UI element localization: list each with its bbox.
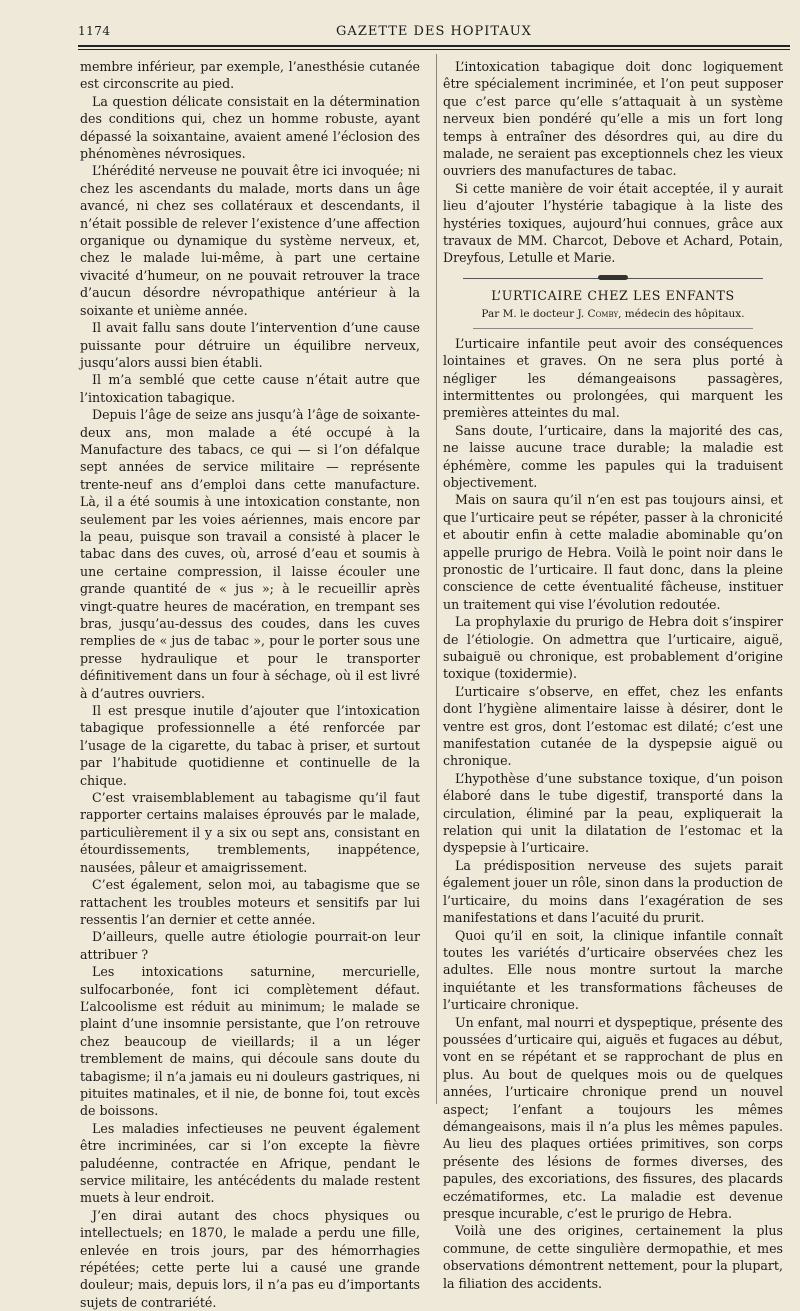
paragraph: C’est également, selon moi, au tabagisme que se rattachent les troubles moteurs et sensitifs par lui ressentis l’an dernier et cette année.	[80, 877, 420, 927]
right-column	[443, 58, 783, 1292]
paragraph: La question délicate consistait en la détermination des conditions qui, chez un homme robuste, ayant dépassé la soixantaine, avaient amené l’éclosion des phénomènes névrosiques.	[80, 93, 420, 162]
byline-suffix: , médecin des hôpitaux.	[618, 308, 745, 321]
header-rule-thick	[78, 45, 790, 47]
header-rule-thin	[78, 49, 790, 50]
paragraph: J’en dirai autant des chocs physiques ou intellectuels; en 1870, le malade a perdu une fille, enlevée en trois jours, par des hémorrhagies répétées; cette perte lui a causé une grande douleur; mais, depuis lors, il n’a pas eu d’importants sujets de contrariété.	[80, 1207, 420, 1310]
paragraph: Depuis l’âge de seize ans jusqu’à l’âge de soixante-deux ans, mon malade a été occupé à la Manufacture des tabacs, ce qui — si l’on défalque sept années de service militaire — représente trente-neuf ans d’emploi dans cette manufacture. Là, il a été soumis à une intoxication constante, non seulement par les voies aériennes, mais encore par la peau, puisque son travail a consisté à placer le tabac dans des cuves, où, arrosé d’eau et soumis à une certaine compression, il laisse écouler une grande quantité de « jus »; à le recueillir après vingt-quatre heures de macération, en trempant ses bras, jusqu’au-dessus des coudes, dans les cuves remplies de « jus de tabac », pour le porter sous une presse hydraulique et pour le transporter définitivement dans un four à séchage, où il est livré à d’autres ouvriers.	[80, 407, 420, 701]
paragraph: Les maladies infectieuses ne peuvent également être incriminées, car si l’on excepte la fièvre paludéenne, contractée en Afrique, pendant le service militaire, les antécédents du malade restent muets à leur endroit.	[80, 1120, 420, 1206]
page-header	[78, 22, 790, 42]
paragraph: L’hérédité nerveuse ne pouvait être ici invoquée; ni chez les ascendants du malade, morts dans un âge avancé, ni chez ses collatéraux et descendants, il n’était possible de relever l’existence d’une affection organique ou dynamique du système nerveux, et, chez le malade lui-même, à part une certaine vivacité d’humeur, on ne pouvait retrouver la trace d’aucun désordre névropathique antérieur à la soixante et unième année.	[80, 163, 420, 318]
page-number: 1174	[78, 24, 111, 38]
paragraph: Sans doute, l’urticaire, dans la majorité des cas, ne laisse aucune trace durable; la maladie est éphémère, comme les papules qui la traduisent objectivement.	[443, 422, 783, 490]
section-separator	[443, 273, 783, 283]
paragraph: Un enfant, mal nourri et dyspeptique, présente des poussées d’urticaire qui, aiguës et fugaces au début, vont en se répétant et se rapprochant de plus en plus. Au bout de quelques mois ou de quelques années, l’urticaire chronique prend un nouvel aspect; l’enfant a toujours les mêmes démangeaisons, mais il n’a plus les mêmes papules. Au lieu des plaques ortiées primitives, son corps présente des lésions de formes diverses, des papules, des excoriations, des fissures, des placards eczématiformes, etc. La maladie est devenue presque incurable, c’est le prurigo de Hebra.	[443, 1014, 783, 1221]
paragraph: L’hypothèse d’une substance toxique, d’un poison élaboré dans le tube digestif, transporté dans la circulation, éliminé par la peau, expliquerait la relation qui unit la dilatation de l’estomac et la dyspepsie à l’urticaire.	[443, 770, 783, 856]
paragraph: Si cette manière de voir était acceptée, il y aurait lieu d’ajouter l’hystérie tabagique à la liste des hystéries toxiques, aujourd’hui connues, grâce aux travaux de MM. Charcot, Debove et Achard, Potain, Dreyfous, Letulle et Marie.	[443, 180, 783, 266]
paragraph: Mais on saura qu’il n’en est pas toujours ainsi, et que l’urticaire peut se répéter, passer à la chronicité et aboutir enfin à cette maladie abominable qu’on appelle prurigo de Hebra. Voilà le point noir dans le pronostic de l’urticaire. Il faut donc, dans la pleine conscience de cette éventualité fâcheuse, instituer un traitement qui vise l’évolution redoutée.	[443, 492, 783, 612]
paragraph: Il avait fallu sans doute l’intervention d’une cause puissante pour détruire un équilibre nerveux, jusqu’alors aussi bien établi.	[80, 320, 420, 370]
paragraph: Les intoxications saturnine, mercurielle, sulfocarbonée, font ici complètement défaut. L’alcoolisme est réduit au minimum; le malade se plaint d’une insomnie persistante, que l’on retrouve chez beaucoup de vieillards; il a un léger tremblement de mains, qui découle sans doute du tabagisme; il n’a jamais eu ni douleurs gastriques, ni pituites matinales, et il nie, de bonne foi, tout excès de boissons.	[80, 964, 420, 1119]
paragraph: L’intoxication tabagique doit donc logiquement être spécialement incriminée, et l’on peut supposer que c’est parce qu’elle s’attaquait à un système nerveux bien pondéré qu’elle a mis un fort long temps à entraîner des désordres qui, au dire du malade, ne seraient pas exceptionnels chez les vieux ouvriers des manufactures de tabac.	[443, 59, 783, 179]
paragraph: Il est presque inutile d’ajouter que l’intoxication tabagique professionnelle a été renforcée par l’usage de la cigarette, du tabac à priser, et surtout par l’habitude quotidienne et continuelle de la chique.	[80, 703, 420, 788]
article-title: L’URTICAIRE CHEZ LES ENFANTS	[491, 287, 735, 303]
byline-author: Comby	[587, 308, 619, 321]
column-divider	[436, 54, 437, 1104]
paragraph: Voilà une des origines, certainement la plus commune, de cette singulière dermopathie, et mes observations démontrent nettement, pour la plupart, la filiation des accidents.	[443, 1223, 783, 1291]
paragraph: L’urticaire infantile peut avoir des conséquences lointaines et graves. On ne sera plus porté à négliger les démangeaisons passagères, intermittentes ou prolongées, qui marquent les premières atteintes du mal.	[443, 335, 783, 421]
paragraph: La prédisposition nerveuse des sujets parait également jouer un rôle, sinon dans la production de l’urticaire, du moins dans l’exagération de ses manifestations et dans l’acuité du prurit.	[443, 857, 783, 926]
journal-title: GAZETTE DES HOPITAUX	[336, 24, 532, 39]
paragraph: membre inférieur, par exemple, l’anesthésie cutanée est circonscrite au pied.	[80, 59, 420, 92]
paragraph: C’est vraisemblablement au tabagisme qu’il faut rapporter certains malaises éprouvés par le malade, particulièrement il y a six ou sept ans, consistant en étourdissements, tremblements, inappétence, nausées, pâleur et amaigrissement.	[80, 790, 420, 875]
left-column	[80, 58, 420, 1311]
article-byline	[473, 306, 753, 328]
paragraph: D’ailleurs, quelle autre étiologie pourrait-on leur attribuer ?	[80, 929, 420, 962]
paragraph: La prophylaxie du prurigo de Hebra doit s’inspirer de l’étiologie. On admettra que l’urticaire, aiguë, subaiguë ou chronique, est probablement d’origine toxique (toxidermie).	[443, 614, 783, 682]
paragraph: L’urticaire s’observe, en effet, chez les enfants dont l’hygiène alimentaire laisse à désirer, dont le ventre est gros, dont l’estomac est dilaté; c’est une manifestation cutanée de la dyspepsie aiguë ou chronique.	[443, 683, 783, 769]
byline-prefix: Par M. le docteur J.	[481, 308, 585, 321]
paragraph: Quoi qu’il en soit, la clinique infantile connaît toutes les variétés d’urticaire observées chez les adultes. Elle nous montre surtout la marche inquiétante et les transformations fâcheuses de l’urticaire chronique.	[443, 927, 783, 1013]
paragraph: Il m’a semblé que cette cause n’était autre que l’intoxication tabagique.	[80, 372, 420, 405]
